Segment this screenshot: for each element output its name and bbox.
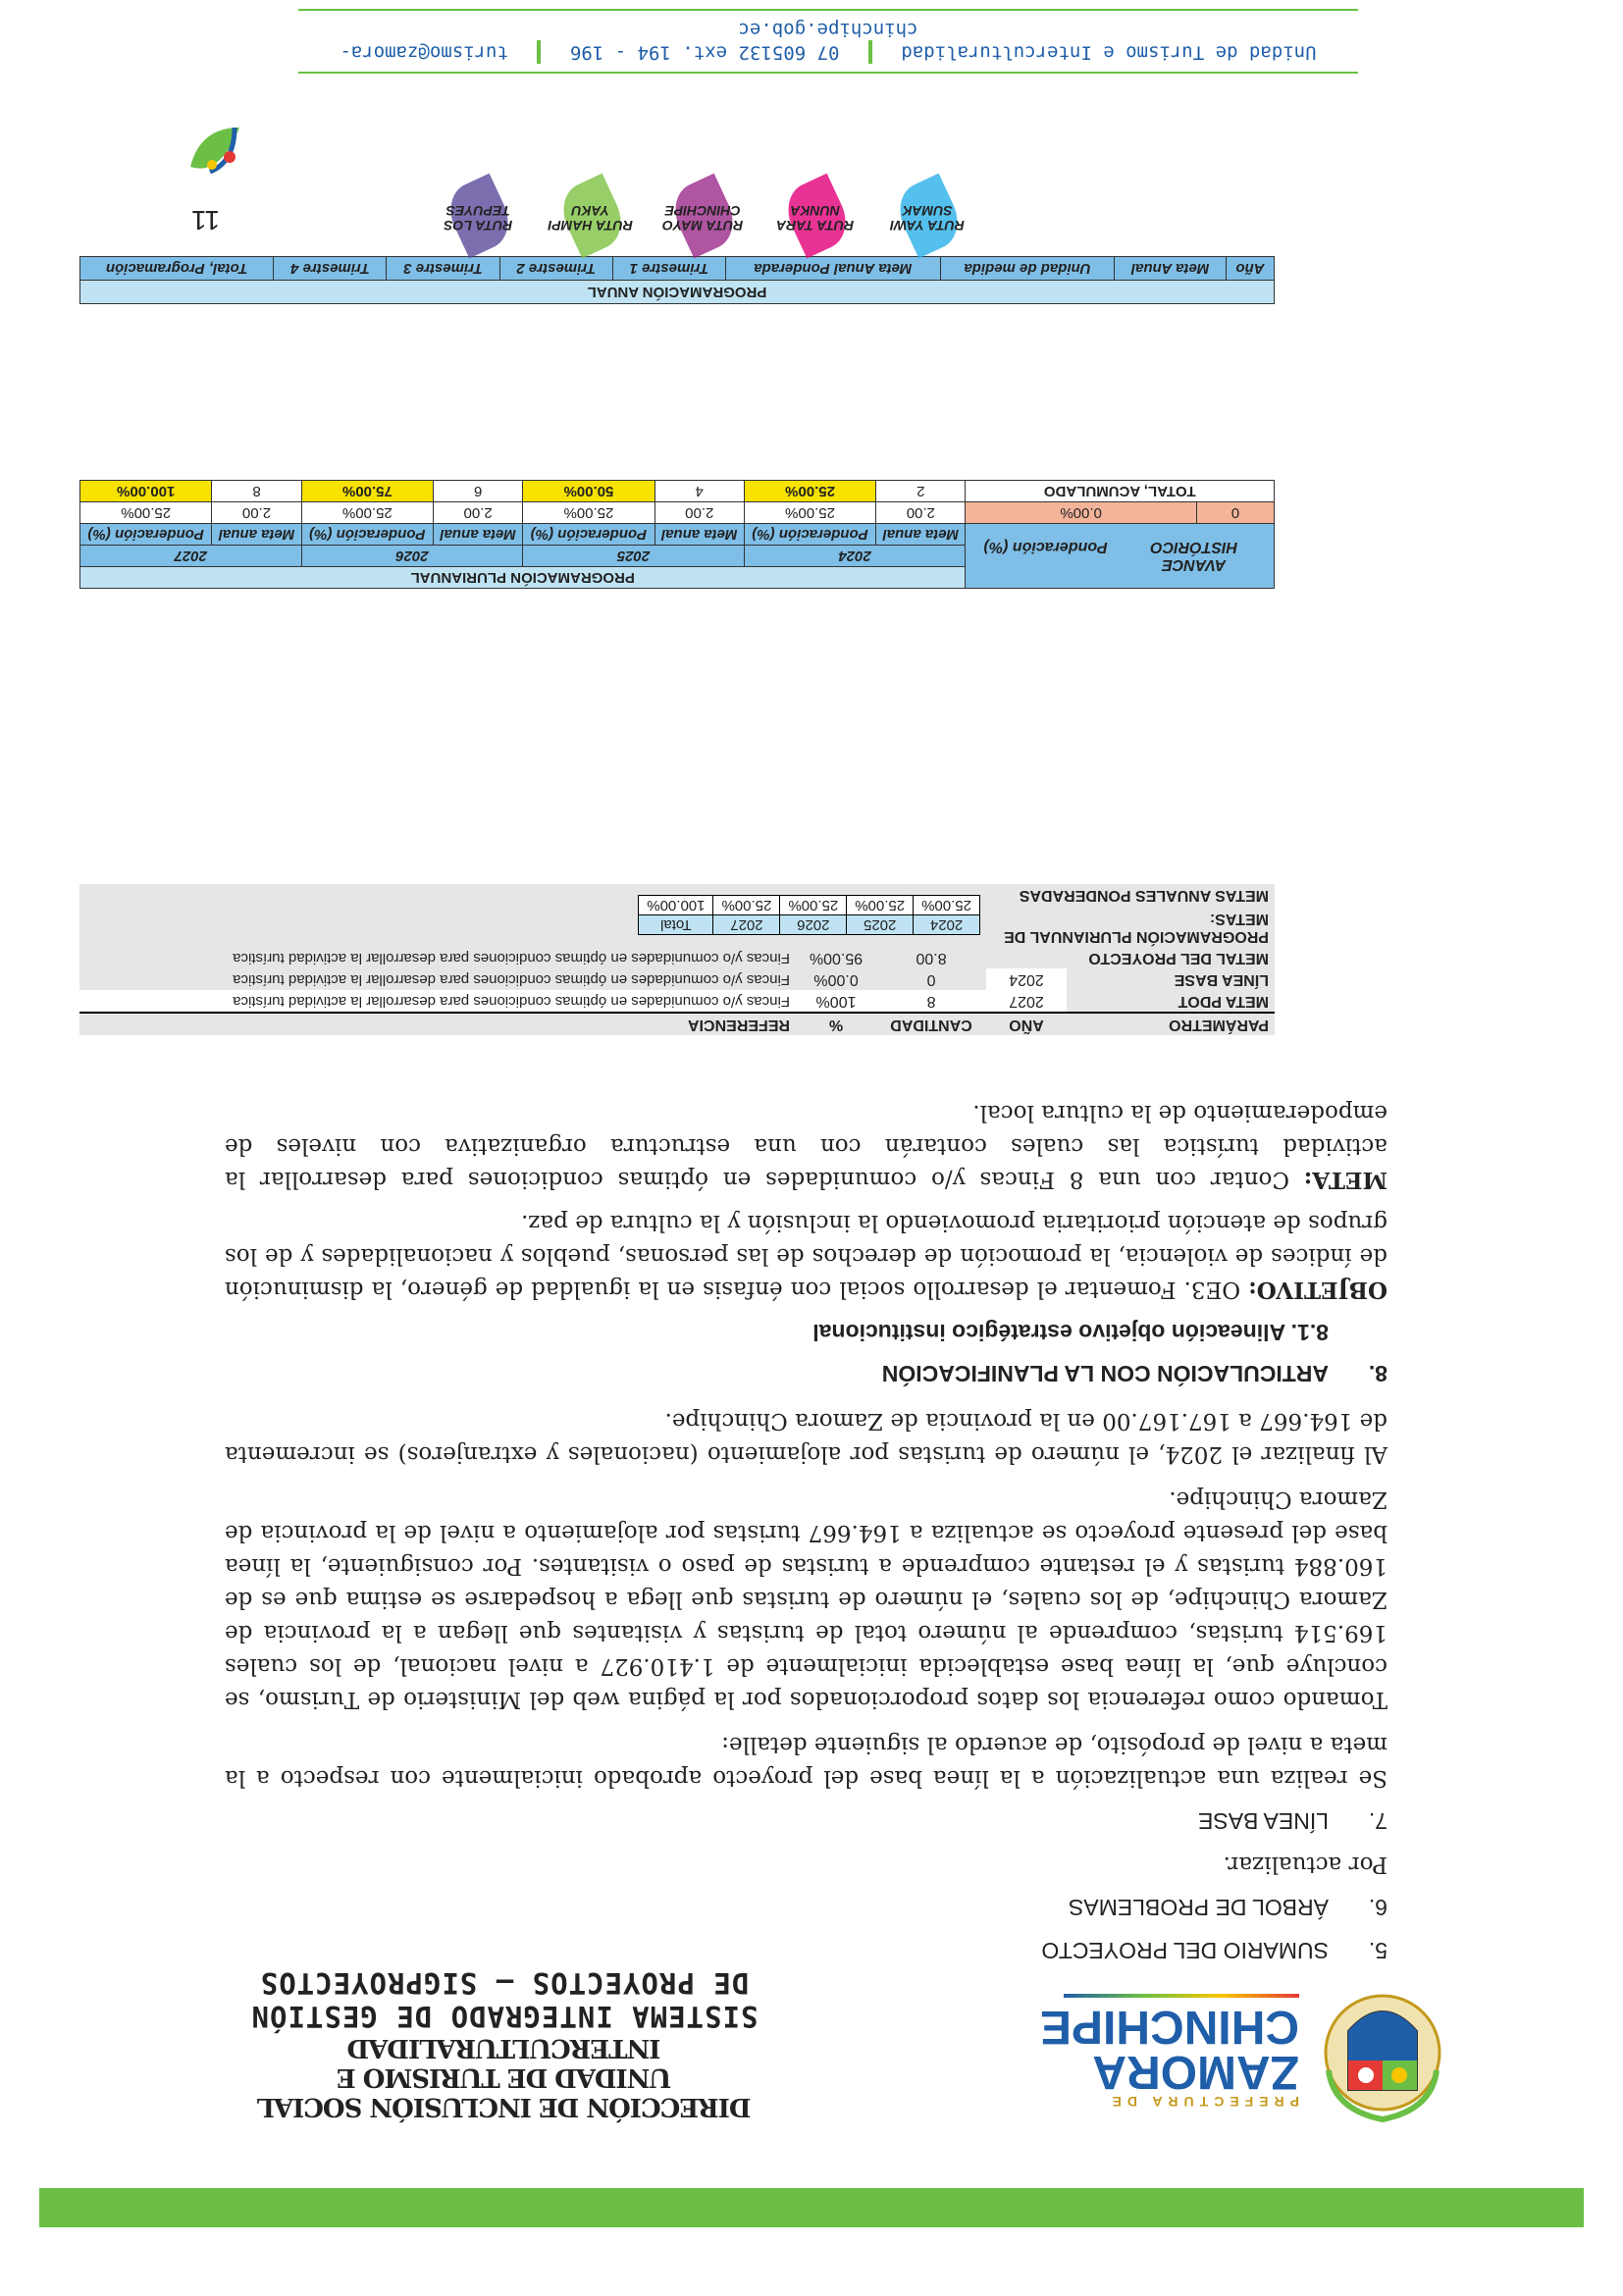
section-6-heading <box>225 1891 1387 1924</box>
prog-value: 25.00% <box>780 896 847 915</box>
anual-grid <box>79 256 1275 304</box>
programacion-anual-table <box>79 256 1275 304</box>
paragraph-1: Se realiza una actualización a la línea base del proyecto aprobado inicialmente con respecto a la meta a nivel de propósito, de acuerdo al siguiente detalle: <box>225 1732 1387 1791</box>
plurianual-grid <box>79 480 1275 589</box>
ruta-name: RUTA HAMPI YAKU <box>548 203 633 234</box>
pond-value: 25.00% <box>301 502 433 524</box>
cantidad-cell: 8 <box>926 993 936 1010</box>
anual-col: Trimestre 1 <box>612 257 725 281</box>
col-pct: % <box>796 1013 876 1035</box>
cantidad-cell: 0 <box>926 971 936 988</box>
prog-sub-label: METAS ANUALES PONDERADAS <box>1019 887 1269 904</box>
header-system-1: SISTEMA INTEGRADO DE GESTIÓN <box>250 2000 759 2033</box>
zamora-chinchipe-small-logo <box>161 108 279 186</box>
ruta-name: RUTA YAWI SUMAK <box>890 203 965 234</box>
ruta-name: RUTA LOS TEPUYES <box>444 203 513 234</box>
footer-phone: 07 605132 ext. 194 - 196 <box>569 41 840 64</box>
anual-col: Trimestre 4 <box>274 257 387 281</box>
prog-year: 2026 <box>780 915 847 935</box>
pct-cell: 95.00% <box>809 950 864 966</box>
anual-col: Trimestre 2 <box>499 257 612 281</box>
section-8-title: ARTICULACIÓN CON LA PLANIFICACIÓN <box>881 1361 1329 1386</box>
prog-value: 25.00% <box>914 896 980 915</box>
plurianual-title: PROGRAMACIÓN PLURIANUAL <box>80 567 966 589</box>
anual-title: PROGRAMACIÓN ANUAL <box>80 281 1275 304</box>
param-cell: META PDOT <box>1067 990 1275 1013</box>
ponderacion-pct-label: Ponderación (%) <box>744 524 875 546</box>
document-header-title <box>220 1966 789 2121</box>
logo-name-zamora: ZAMORA <box>1092 2046 1299 2098</box>
param-cell: LÍNEA BASE <box>1174 971 1269 988</box>
ref-cell: Fincas y/o comunidades en óptimas condiciones para desarrollar la actividad turística <box>233 971 790 988</box>
table-row <box>79 968 1275 990</box>
ponderacion-pct-label: Ponderación (%) <box>301 524 433 546</box>
avance-label: AVANCE HISTÓRICO <box>1150 539 1238 574</box>
total-pct: 100.00% <box>80 481 212 502</box>
col-referencia: REFERENCIA <box>79 1013 796 1035</box>
total-acumulado-label: TOTAL, ACUMULADO <box>966 481 1275 502</box>
ponderacion-pct-label: Ponderación (%) <box>80 524 212 546</box>
parameter-table <box>79 884 1275 1035</box>
prog-label: PROGRAMACIÓN PLURIANUAL DE METAS: <box>1004 911 1269 945</box>
anual-col: Unidad de medida <box>940 257 1115 281</box>
year-2024: 2024 <box>744 546 966 567</box>
meta-value: 2.00 <box>654 502 744 524</box>
meta-anual-label: Meta anual <box>654 524 744 546</box>
pond-value: 25.00% <box>744 502 875 524</box>
prog-year: 2027 <box>713 915 780 935</box>
header-unit: UNIDAD DE TURISMO E INTERCULTURALIDAD <box>337 2033 672 2092</box>
cantidad-cell: 8.00 <box>916 950 947 966</box>
total-pct: 50.00% <box>523 481 654 502</box>
avance-pct: 0.00% <box>966 502 1196 524</box>
total-value: 8 <box>212 481 301 502</box>
parameter-table-grid <box>79 884 1275 1035</box>
section-5-heading <box>225 1934 1387 1967</box>
ruta-logo <box>654 142 751 250</box>
section-5-number: 5. <box>1368 1938 1387 1963</box>
prog-value: 25.00% <box>713 896 780 915</box>
section-8-1-heading: 8.1. Alineación objetivo estratégico institucional <box>812 1320 1329 1345</box>
prog-year: 2025 <box>847 915 914 935</box>
meta-label: META: <box>1303 1167 1387 1193</box>
table-row <box>80 502 1275 524</box>
ruta-logo <box>430 142 526 250</box>
plurianual-table <box>79 480 1275 589</box>
meta-value: 2.00 <box>434 502 523 524</box>
meta-anual-label: Meta anual <box>876 524 966 546</box>
header-direction: DIRECCIÓN DE INCLUSIÓN SOCIAL <box>257 2092 752 2121</box>
prog-mini-table <box>638 896 980 936</box>
col-cantidad: CANTIDAD <box>876 1013 986 1035</box>
table-row <box>79 947 1275 968</box>
footer-separator <box>537 40 541 64</box>
paragraph-2: Tomando como referencia los datos proporcionados por la página web del Ministerio de Turismo, se concluye que, la línea base establecida inicialmente de 1.410.927 a nivel nacional, de los cuales 169.514 turistas, comprende al número total de turistas y visitantes que llegan a la provincia de Zamora Chinchipe, de los cuales, el número de turistas que llega a hospedarse se estima que es de 160.884 turistas y el restante comprende a turistas de paso o visitantes. Por consiguiente, la línea base del presente proyecto se actualiza a 164.667 turistas por alojamiento a nivel de la provincia de Zamora Chinchipe. <box>225 1487 1387 1712</box>
logo-prefix: PREFECTURA DE <box>1106 2094 1299 2110</box>
prog-values-row <box>639 896 980 915</box>
pond-value: 25.00% <box>523 502 654 524</box>
anual-header-row <box>80 257 1275 281</box>
anual-col: Trimestre 3 <box>387 257 499 281</box>
total-pct: 75.00% <box>301 481 433 502</box>
meta-value: 2.00 <box>212 502 301 524</box>
plurianual-title-row <box>80 567 1275 589</box>
anual-col: Meta Anual Ponderada <box>726 257 941 281</box>
page-footer <box>298 9 1358 74</box>
objetivo-label: OBJETIVO: <box>1248 1277 1387 1303</box>
table-row <box>79 884 1275 947</box>
meta-text: Contar con una 8 Fincas y/o comunidades en óptimas condiciones para desarrollar la actividad turística las cuales contarán con una estructura organizativa con niveles de empoderamiento de la cultura local. <box>225 1100 1387 1192</box>
meta-anual-label: Meta anual <box>434 524 523 546</box>
total-value: 4 <box>654 481 744 502</box>
ruta-logo <box>879 142 975 250</box>
ref-cell: Fincas y/o comunidades en óptimas condiciones para desarrollar la actividad turística <box>233 993 790 1010</box>
section-8-heading <box>225 1357 1387 1390</box>
prog-value: 100.00% <box>639 896 713 915</box>
section-8-number: 8. <box>1368 1361 1387 1386</box>
footer-separator <box>868 40 872 64</box>
header-system-2: DE PROYECTOS – SIGPROYECTOS <box>259 1966 750 2000</box>
pct-cell: 100% <box>815 993 857 1010</box>
prog-year: Total <box>639 915 713 935</box>
pct-cell: 0.00% <box>813 971 859 988</box>
year-2026: 2026 <box>301 546 523 567</box>
total-value: 6 <box>434 481 523 502</box>
section-7-title: LÍNEA BASE <box>1198 1808 1329 1834</box>
ruta-logo <box>767 142 864 250</box>
ref-cell: Fincas y/o comunidades en óptimas condiciones para desarrollar la actividad turística <box>233 950 790 966</box>
year-2025: 2025 <box>523 546 745 567</box>
rutas-logos <box>298 132 975 250</box>
ruta-logo <box>543 142 639 250</box>
logo-name-chinchipe: CHINCHIPE <box>1039 2001 1299 2053</box>
prog-year: 2024 <box>914 915 980 935</box>
ruta-name: RUTA MAYO CHINCHIPE <box>662 203 744 234</box>
anio-cell: 2024 <box>986 968 1067 990</box>
anual-title-row <box>80 281 1275 304</box>
objetivo-paragraph <box>225 1206 1387 1306</box>
table-row <box>80 481 1275 502</box>
section-6-title: ÁRBOL DE PROBLEMAS <box>1068 1895 1329 1920</box>
ponderacion-pct-label: Ponderación (%) <box>523 524 654 546</box>
ponderacion-label: Ponderación (%) <box>983 539 1108 556</box>
col-parametro: PARÁMETRO <box>1067 1013 1275 1035</box>
paragraph-3: Al finalizar el 2024, el número de turistas por alojamiento (nacionales y extranjeros) se incrementa de 164.667 a 167.167.00 en la provincia de Zamora Chinchipe. <box>225 1408 1387 1467</box>
section-7-number: 7. <box>1368 1808 1387 1834</box>
prog-value: 25.00% <box>847 896 914 915</box>
prefectura-logo <box>1005 1994 1299 2110</box>
document-body <box>225 1096 1387 1967</box>
objetivo-text: OE3. Fomentar el desarrollo social con énfasis en la igualdad de género, la disminución de índices de violencia, la promoción de derechos de las personas, pueblos y nacionalidades y de los grupos de atención prioritaria promoviendo la inclusión y la cultura de paz. <box>224 1210 1387 1302</box>
anual-col: Meta Anual <box>1115 257 1227 281</box>
meta-anual-label: Meta anual <box>212 524 301 546</box>
meta-value: 2.00 <box>876 502 966 524</box>
table-row <box>79 990 1275 1013</box>
avance-value: 0 <box>1196 502 1274 524</box>
parameter-table-header <box>79 1013 1275 1035</box>
meta-paragraph <box>225 1096 1387 1196</box>
pond-value: 25.00% <box>80 502 212 524</box>
logo-color-line <box>1064 1994 1299 1998</box>
section-6-number: 6. <box>1368 1895 1387 1920</box>
section-7-heading <box>225 1804 1387 1838</box>
page-number: 11 <box>190 205 220 235</box>
prog-label-cell <box>986 884 1275 947</box>
anio-cell: 2027 <box>1009 993 1044 1010</box>
section-6-text: Por actualizar. <box>1223 1852 1387 1877</box>
anual-col: Año <box>1226 257 1274 281</box>
anio-cell <box>986 947 1067 968</box>
ruta-name: RUTA TARA NUNKA <box>776 203 855 234</box>
prog-years-row <box>639 915 980 935</box>
param-cell: METAL DEL PROYECTO <box>1088 950 1269 966</box>
avance-historico-cell <box>966 524 1275 589</box>
footer-email[interactable]: turismo@zamora-chinchipe.gob.ec <box>340 19 918 64</box>
section-5-title: SUMARIO DEL PROYECTO <box>1041 1938 1329 1963</box>
total-pct: 25.00% <box>744 481 875 502</box>
anual-col: Total, Programación <box>80 257 274 281</box>
prog-table-cell <box>79 884 986 947</box>
total-value: 2 <box>876 481 966 502</box>
col-anio: AÑO <box>986 1013 1067 1035</box>
header-green-bar <box>39 2188 1584 2227</box>
year-2027: 2027 <box>80 546 302 567</box>
footer-unit: Unidad de Turismo e Interculturalidad <box>901 41 1317 64</box>
province-emblem-icon <box>1319 1972 1446 2129</box>
